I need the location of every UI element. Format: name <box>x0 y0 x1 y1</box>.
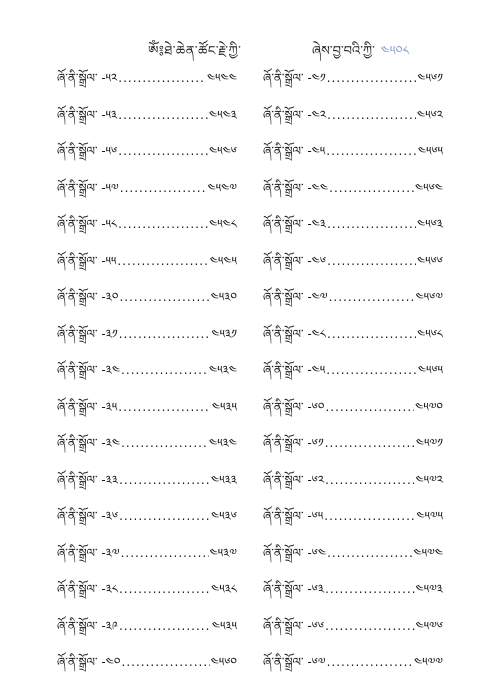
header-right <box>312 36 409 73</box>
toc-entry-page: ༤༥༣༤ <box>208 363 237 377</box>
toc-leader-dots <box>119 618 211 634</box>
toc-entry[interactable] <box>57 435 237 472</box>
toc-entry-label: ཞོ་ནི་སྒྲོལ་ -༦༤ <box>263 545 327 560</box>
toc-leader-dots <box>117 253 208 269</box>
toc-entry[interactable] <box>263 326 443 363</box>
toc-entry-label: ཞོ་ནི་སྒྲོལ་ -༤༣ <box>263 217 327 231</box>
toc-entry[interactable] <box>263 472 443 509</box>
toc-entry-page: ༤༥༦༠ <box>210 655 237 669</box>
toc-entry-label: ཞོ་ནི་སྒྲོལ་ -༤༧ <box>263 290 328 304</box>
toc-entry[interactable] <box>57 326 237 363</box>
toc-entry-page: ༤༥༣༡ <box>211 326 237 341</box>
toc-entry[interactable] <box>57 654 237 691</box>
toc-entry-page: ༤༥༦༥ <box>417 363 443 377</box>
toc-entry[interactable] <box>263 289 443 326</box>
toc-entry-label: ཞོ་ནི་སྒྲོལ་ -༣༦ <box>57 509 119 523</box>
toc-entry[interactable] <box>57 618 237 655</box>
toc-entry-label: ཞོ་ནི་སྒྲོལ་ -༣༠ <box>57 290 119 304</box>
toc-entry-page: ༤༥༣༤ <box>208 436 237 450</box>
toc-leader-dots <box>327 70 417 86</box>
toc-entry-label: ཞོ་ནི་སྒྲོལ་ -༣༤ <box>57 436 121 450</box>
toc-entry-label: ཞོ་ནི་སྒྲོལ་ -༥༣ <box>57 107 118 122</box>
toc-entry[interactable] <box>57 253 237 290</box>
toc-leader-dots <box>119 472 210 488</box>
toc-entry-label: ཞོ་ནི་སྒྲོལ་ -༦༡ <box>263 436 324 450</box>
toc-entry-page: ༤༥༤༧ <box>207 180 237 195</box>
toc-leader-dots <box>325 581 414 597</box>
toc-entry[interactable] <box>57 362 237 399</box>
toc-entry-page: ༤༥༦༦ <box>417 253 443 268</box>
toc-leader-dots <box>325 618 414 634</box>
toc-entry-page: ༤༥༣༥ <box>211 618 237 633</box>
toc-entry-page: ༤༥༦༥ <box>417 144 443 158</box>
toc-entry-page: ༤༥༣༦ <box>211 509 237 523</box>
toc-leader-dots <box>327 216 416 232</box>
toc-entry-page: ༤༥༣༠ <box>210 290 237 304</box>
toc-entry-label: ཞོ་ནི་སྒྲོལ་ -༣༡ <box>57 326 118 341</box>
toc-entry[interactable] <box>57 107 237 144</box>
toc-entry[interactable] <box>57 70 237 107</box>
toc-entry[interactable] <box>57 143 237 180</box>
toc-entry[interactable] <box>263 216 443 253</box>
toc-entry-page: ༤༥༦༤ <box>414 180 443 195</box>
toc-entry[interactable] <box>57 545 237 582</box>
header-right-text: ཞེས་བྱ་བའི་ཀྱི་ <box>312 44 375 59</box>
toc-entry-label: ཞོ་ནི་སྒྲོལ་ -༦༠ <box>263 399 325 414</box>
toc-entry-page: ༤༥༤༨ <box>209 217 237 231</box>
toc-entry[interactable] <box>263 107 443 144</box>
toc-entry-label: ཞོ་ནི་སྒྲོལ་ -༦༥ <box>263 509 324 523</box>
toc-entry-page: ༤༥༧༠ <box>415 399 443 414</box>
toc-entry[interactable] <box>57 216 237 253</box>
toc-entry-page: ༤༥༦༧ <box>415 290 443 304</box>
toc-entry[interactable] <box>57 180 237 217</box>
toc-entry-label: ཞོ་ནི་སྒྲོལ་ -༤༡ <box>263 71 326 85</box>
toc-leader-dots <box>325 472 414 488</box>
toc-entry[interactable] <box>263 618 443 655</box>
toc-entry[interactable] <box>263 654 443 691</box>
toc-entry[interactable] <box>263 545 443 582</box>
toc-entry[interactable] <box>263 143 443 180</box>
toc-leader-dots <box>327 326 416 342</box>
toc-entry-label: ཞོ་ནི་སྒྲོལ་ -༥༢ <box>57 71 118 85</box>
toc-leader-dots <box>326 362 417 378</box>
toc-entry[interactable] <box>57 508 237 545</box>
toc-leader-dots <box>119 326 211 342</box>
toc-leader-dots <box>327 545 412 561</box>
toc-entry-page: ༤༥༦༢ <box>416 107 443 122</box>
toc-entry-label: ཞོ་ནི་སྒྲོལ་ -༤༠ <box>57 655 121 669</box>
toc-leader-dots <box>326 143 417 159</box>
toc-leader-dots <box>119 289 209 305</box>
toc-entry-label: ཞོ་ནི་སྒྲོལ་ -༣༣ <box>57 472 119 487</box>
toc-entry-label: ཞོ་ནི་སྒྲོལ་ -༥༦ <box>57 144 118 158</box>
toc-entry-label: ཞོ་ནི་སྒྲོལ་ -༥༥ <box>57 253 117 268</box>
toc-entry-page: ༤༥༣༥ <box>211 399 237 414</box>
toc-entry-page: ༤༥༦༡ <box>417 71 443 85</box>
header-page-number: ༤༥༠༨ <box>380 44 410 59</box>
toc-entry-label: ཞོ་ནི་སྒྲོལ་ -༤༢ <box>263 107 327 122</box>
toc-entry-label: ཞོ་ནི་སྒྲོལ་ -༤༦ <box>263 253 327 268</box>
toc-entry-page: ༤༥༧༥ <box>416 509 443 523</box>
toc-leader-dots <box>118 70 206 86</box>
page-header <box>0 34 494 58</box>
toc-leader-dots <box>120 180 207 196</box>
toc-entry-page: ༤༥༧༤ <box>413 545 443 560</box>
toc-leader-dots <box>118 107 208 123</box>
toc-entry-page: ༤༥༤༥ <box>209 253 237 268</box>
toc-entry-label: ཞོ་ནི་སྒྲོལ་ -༦༦ <box>263 618 325 633</box>
toc-leader-dots <box>327 107 416 123</box>
toc-entry[interactable] <box>263 253 443 290</box>
toc-entry[interactable] <box>263 435 443 472</box>
toc-entry-page: ༤༥༧༦ <box>415 618 443 633</box>
toc-leader-dots <box>329 180 414 196</box>
toc-entry-label: ཞོ་ནི་སྒྲོལ་ -༣༧ <box>57 545 120 560</box>
toc-entry-page: ༤༥༣༧ <box>209 545 237 560</box>
toc-leader-dots <box>122 654 210 670</box>
toc-entry-page: ༤༥༧༧ <box>414 655 443 669</box>
toc-leader-dots <box>121 545 209 561</box>
toc-leader-dots <box>118 399 211 415</box>
toc-column-left <box>57 70 237 691</box>
toc-entry[interactable] <box>263 399 443 436</box>
toc-entry-page: ༤༥༧༣ <box>415 582 443 596</box>
toc-entry[interactable] <box>263 362 443 399</box>
toc-leader-dots <box>327 654 413 670</box>
toc-entry[interactable] <box>263 70 443 107</box>
toc-entry-page: ༤༥༦༨ <box>417 326 443 341</box>
toc-entry-label: ཞོ་ནི་སྒྲོལ་ -༦༣ <box>263 582 325 596</box>
toc-entry-page: ༤༥༤༦ <box>208 144 237 158</box>
toc-entry-label: ཞོ་ནི་སྒྲོལ་ -༣༨ <box>57 582 118 596</box>
toc-entry[interactable] <box>263 581 443 618</box>
toc-entry-label: ཞོ་ནི་སྒྲོལ་ -༥༨ <box>57 217 118 231</box>
toc-leader-dots <box>118 216 208 232</box>
toc-entry[interactable] <box>57 399 237 436</box>
toc-leader-dots <box>324 508 415 524</box>
toc-leader-dots <box>121 362 208 378</box>
toc-entry[interactable] <box>263 508 443 545</box>
toc-entry[interactable] <box>263 180 443 217</box>
toc-entry-label: ཞོ་ནི་སྒྲོལ་ -༤༥ <box>263 144 326 158</box>
toc-leader-dots <box>119 581 210 597</box>
toc-leader-dots <box>118 143 208 159</box>
toc-entry-label: ཞོ་ནི་སྒྲོལ་ -༤༥ <box>263 363 326 377</box>
toc-entry[interactable] <box>57 581 237 618</box>
toc-entry-page: ༤༥༤༣ <box>208 107 237 122</box>
toc-leader-dots <box>121 435 208 451</box>
toc-entry-label: ཞོ་ནི་སྒྲོལ་ -༦༧ <box>263 655 326 669</box>
toc-leader-dots <box>325 399 414 415</box>
toc-entry-label: ཞོ་ནི་སྒྲོལ་ -༦༢ <box>263 472 325 487</box>
toc-entry-label: ཞོ་ནི་སྒྲོལ་ -༣༤ <box>57 363 121 377</box>
toc-entry[interactable] <box>57 472 237 509</box>
toc-entry-label: ཞོ་ནི་སྒྲོལ་ -༣༥ <box>57 399 118 414</box>
toc-entry-label: ཞོ་ནི་སྒྲོལ་ -༣༩ <box>57 618 118 633</box>
toc-entry[interactable] <box>57 289 237 326</box>
toc-entry-page: ༤༥༧༢ <box>415 472 443 487</box>
toc-entry-page: ༤༥༤༤ <box>206 71 237 85</box>
toc-entry-label: ཞོ་ནི་སྒྲོལ་ -༤༨ <box>263 326 326 341</box>
toc-entry-page: ༤༥༣༣ <box>211 472 237 487</box>
toc-entry-label: ཞོ་ནི་སྒྲོལ་ -༥༧ <box>57 180 119 195</box>
toc-column-right <box>263 70 443 691</box>
toc-entry-page: ༤༥༧༡ <box>415 436 443 450</box>
toc-leader-dots <box>329 289 415 305</box>
toc-leader-dots <box>119 508 210 524</box>
header-title: ༀ༔ཐེ་ཆེན་ཚོང་རྗེ་ཀྱི་ <box>148 44 242 59</box>
toc-leader-dots <box>325 435 415 451</box>
toc-leader-dots <box>327 253 416 269</box>
toc-entry-label: ཞོ་ནི་སྒྲོལ་ -༤༤ <box>263 180 329 195</box>
toc-entry-page: ༤༥༣༨ <box>211 582 237 596</box>
toc-entry-page: ༤༥༦༣ <box>417 217 443 231</box>
